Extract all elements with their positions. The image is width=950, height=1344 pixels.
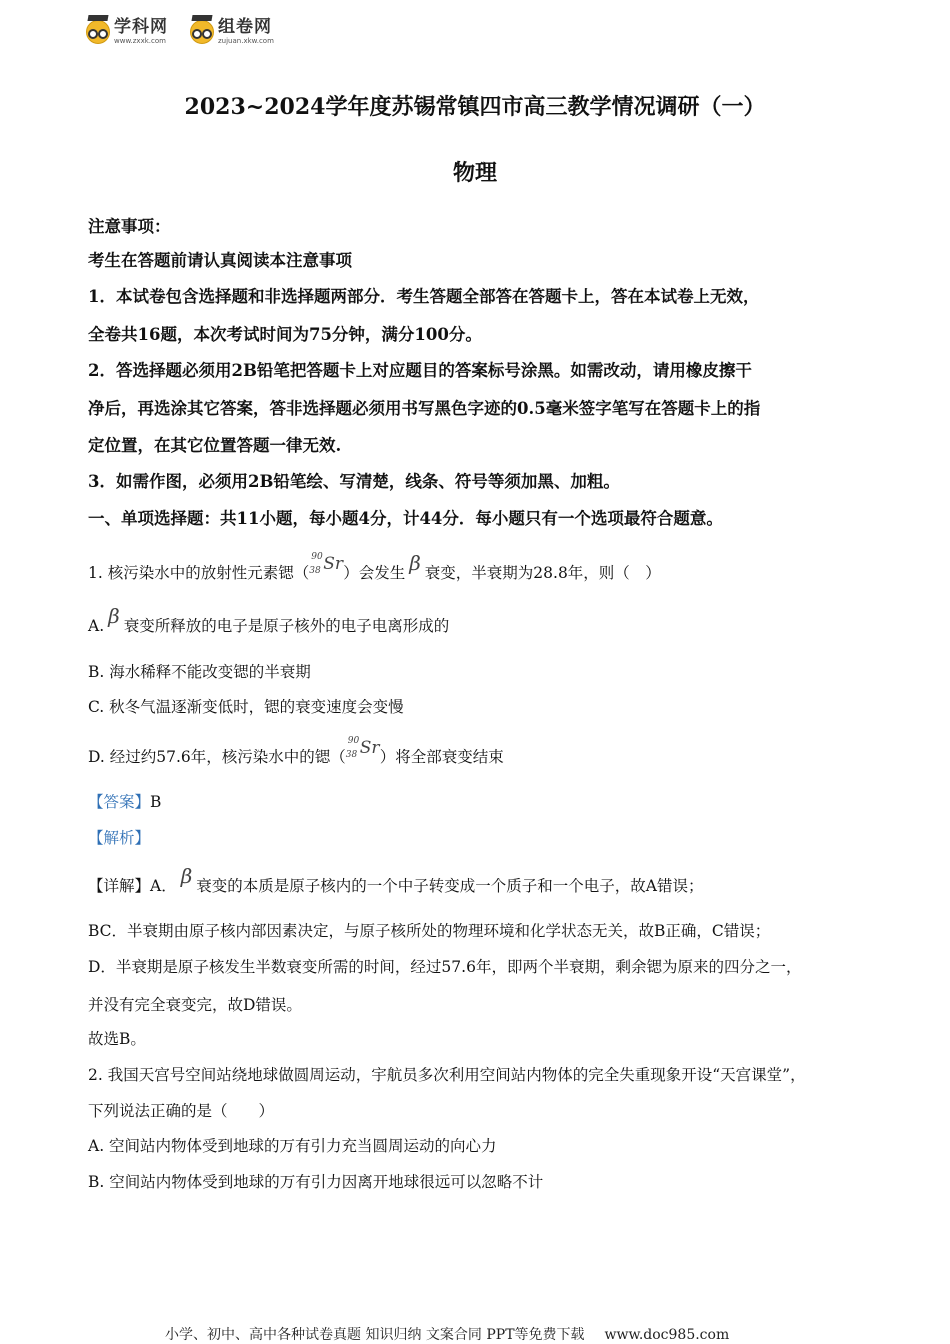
q2-option-a: A. 空间站内物体受到地球的万有引力充当圆周运动的向心力 — [88, 1137, 497, 1155]
notice-item-3: 3．如需作图，必须用2B铅笔绘、写清楚，线条、符号等须加黑、加粗。 — [88, 472, 620, 491]
notice-item-1a: 1．本试卷包含选择题和非选择题两部分．考生答题全部答在答题卡上，答在本试卷上无效， — [88, 287, 760, 306]
q1-option-c: C. 秋冬气温逐渐变低时，锶的衰变速度会变慢 — [88, 698, 404, 716]
q2-stem-b: 下列说法正确的是（ ） — [88, 1102, 275, 1120]
q1-option-d: D. 经过约57.6年，核污染水中的锶（ 90 38 Sr ）将全部衰变结束 — [88, 736, 504, 766]
logo-name: 组卷网 — [218, 17, 272, 37]
q1-detail-a: 【详解】A． β 衰变的本质是原子核内的一个中子转变成一个质子和一个电子，故A错误； — [88, 864, 704, 895]
notice-item-2b: 净后，再选涂其它答案，答非选择题必须用书写黑色字迹的0.5毫米签字笔写在答题卡上的指 — [88, 399, 761, 418]
footer-text: 小学、初中、高中各种试卷真题 知识归纳 文案合同 PPT等免费下载 — [165, 1327, 585, 1343]
q1-detail-d-a: D．半衰期是原子核发生半数衰变所需的时间，经过57.6年，即两个半衰期，剩余锶为原来的四分之一， — [88, 958, 802, 976]
notice-intro: 考生在答题前请认真阅读本注意事项 — [88, 251, 352, 270]
beta-symbol: β — [409, 551, 421, 575]
notice-heading: 注意事项： — [88, 217, 171, 236]
logo-name: 学科网 — [114, 17, 168, 37]
footer-url[interactable]: www.doc985.com — [604, 1327, 730, 1343]
q1-detail-d-b: 并没有完全衰变完，故D错误。 — [88, 996, 302, 1014]
sr-isotope: 90 38 Sr — [309, 552, 343, 576]
q1-stem: 1. 核污染水中的放射性元素锶（ 90 38 Sr ）会发生 β 衰变，半衰期为28.8年，则（ ） — [88, 551, 661, 582]
q2-stem-a: 2. 我国天宫号空间站绕地球做圆周运动，宇航员多次利用空间站内物体的完全失重现象开设“天宫课堂”， — [88, 1066, 806, 1084]
footer — [165, 1324, 729, 1344]
exam-title: 2023~2024学年度苏锡常镇四市高三教学情况调研（一） — [184, 94, 766, 120]
mascot-icon — [190, 20, 214, 44]
q1-conclusion: 故选B。 — [88, 1030, 146, 1048]
q2-option-b: B. 空间站内物体受到地球的万有引力因离开地球很远可以忽略不计 — [88, 1173, 544, 1191]
q1-detail-bc: BC．半衰期由原子核内部因素决定，与原子核所处的物理环境和化学状态无关，故B正确，C错误； — [88, 922, 771, 940]
section-heading: 一、单项选择题：共11小题，每小题4分，计44分．每小题只有一个选项最符合题意。 — [88, 509, 723, 528]
beta-symbol: β — [180, 864, 193, 888]
q1-analysis-label: 【解析】 — [88, 829, 151, 847]
q1-option-a: A. β 衰变所释放的电子是原子核外的电子电离形成的 — [88, 604, 450, 635]
notice-item-2a: 2．答选择题必须用2B铅笔把答题卡上对应题目的答案标号涂黑。如需改动，请用橡皮擦干 — [88, 361, 752, 380]
q1-option-b: B. 海水稀释不能改变锶的半衰期 — [88, 663, 311, 681]
logo-url: zujuan.xkw.com — [218, 37, 274, 45]
beta-symbol: β — [108, 604, 120, 628]
q1-answer: 【答案】B — [88, 793, 162, 811]
logo-url: www.zxxk.com — [114, 37, 166, 45]
sr-isotope: 90 38 Sr — [345, 736, 380, 760]
notice-item-2c: 定位置，在其它位置答题一律无效. — [88, 436, 342, 455]
notice-item-1b: 全卷共16题，本次考试时间为75分钟，满分100分。 — [88, 325, 482, 344]
subject-title: 物理 — [452, 160, 497, 186]
mascot-icon — [86, 20, 110, 44]
logo-zujuan — [190, 14, 274, 50]
logo-zxxk — [86, 14, 168, 50]
